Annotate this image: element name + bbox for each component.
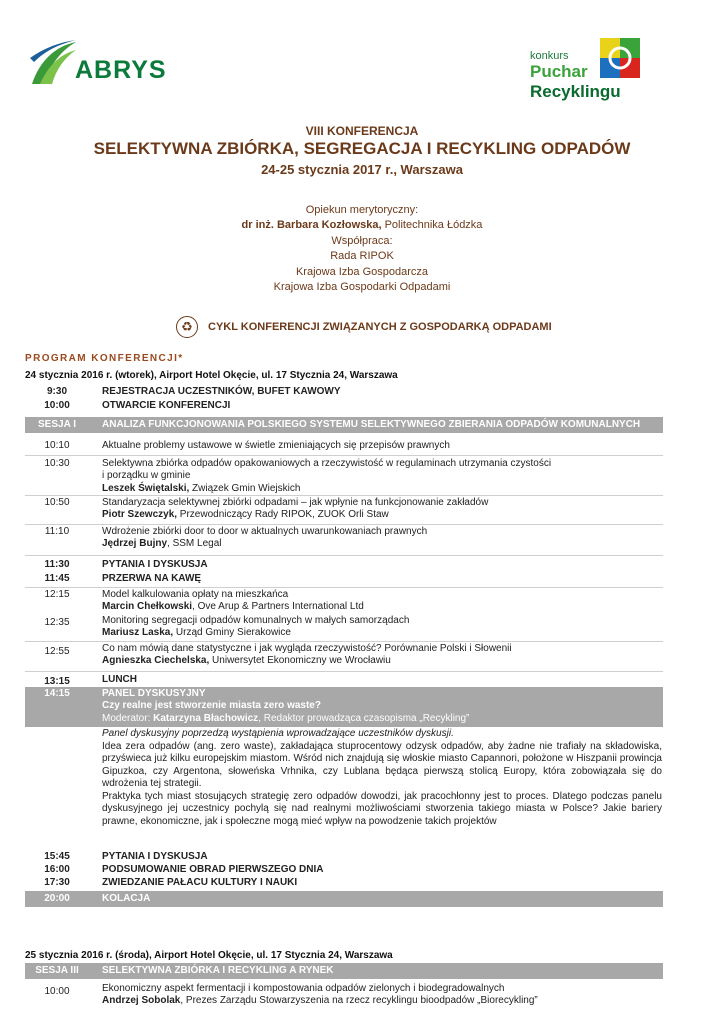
panel-description bbox=[102, 728, 662, 828]
cycle-text: CYKL KONFERENCJI ZWIĄZANYCH Z GOSPODARKĄ ODPADAMI bbox=[208, 321, 552, 333]
session-label: SESJA III bbox=[35, 965, 79, 976]
agenda-time: 11:10 bbox=[44, 526, 70, 537]
moderator-label: Moderator: bbox=[102, 712, 154, 724]
conference-title: SELEKTYWNA ZBIÓRKA, SEGREGACJA I RECYKLING ODPADÓW bbox=[93, 139, 631, 158]
speaker-org: , Ove Arup & Partners International Ltd bbox=[192, 601, 364, 613]
session-label: SESJA I bbox=[38, 419, 76, 430]
talk-title: Wdrożenie zbiórki door to door w aktualnych uwarunkowaniach prawnych bbox=[102, 526, 428, 537]
agenda-text: PYTANIA I DYSKUSJA bbox=[102, 559, 208, 570]
agenda-text: Aktualne problemy ustawowe w świetle zmieniających się przepisów prawnych bbox=[102, 440, 450, 451]
speaker-org: Związek Gmin Wiejskich bbox=[189, 482, 301, 494]
session-bar bbox=[25, 963, 663, 979]
agenda-time: 10:10 bbox=[44, 440, 70, 451]
agenda-text: LUNCH bbox=[102, 674, 137, 685]
agenda-text: PYTANIA I DYSKUSJA bbox=[102, 851, 208, 862]
panel-intro: Panel dyskusyjny poprzedzą wystąpienia wprowadzające uczestników dyskusji. bbox=[102, 728, 454, 739]
agenda-time: 17:30 bbox=[44, 877, 70, 888]
agenda-time: 9:30 bbox=[46, 386, 67, 397]
patron-person: dr inż. Barbara Kozłowska, bbox=[241, 219, 382, 232]
row-divider bbox=[25, 671, 663, 672]
agenda-time: 10:30 bbox=[44, 458, 70, 469]
agenda-time: 20:00 bbox=[44, 893, 70, 904]
conference-date: 24-25 stycznia 2017 r., Warszawa bbox=[261, 162, 463, 177]
patron-block bbox=[0, 203, 724, 295]
agenda-time: 13:15 bbox=[44, 676, 70, 687]
agenda-time: 12:55 bbox=[44, 646, 70, 657]
talk-title: Selektywna zbiórka odpadów opakowaniowych a rzeczywistość w regulaminach utrzymania czystości bbox=[102, 458, 552, 469]
conference-cycle-banner bbox=[176, 315, 552, 339]
agenda-time: 10:00 bbox=[44, 986, 70, 997]
cooperation-item: Rada RIPOK bbox=[330, 250, 394, 263]
row-divider bbox=[25, 495, 663, 496]
panel-question: Czy realne jest stworzenie miasta zero waste? bbox=[102, 700, 321, 712]
agenda-text bbox=[102, 983, 662, 1008]
agenda-text: PODSUMOWANIE OBRAD PIERWSZEGO DNIA bbox=[102, 864, 324, 875]
talk-title: Standaryzacja selektywnej zbiórki odpadami – jak wpłynie na funkcjonowanie zakładów bbox=[102, 497, 489, 508]
row-divider bbox=[25, 524, 663, 525]
puchar-recyklingu-logo bbox=[530, 34, 680, 104]
session-title: ANALIZA FUNKCJONOWANIA POLSKIEGO SYSTEMU SELEKTYWNEGO ZBIERANIA ODPADÓW KOMUNALNYCH bbox=[102, 419, 641, 430]
row-divider bbox=[25, 455, 663, 456]
agenda-text: REJESTRACJA UCZESTNIKÓW, BUFET KAWOWY bbox=[102, 386, 341, 397]
agenda-time: 15:45 bbox=[44, 851, 70, 862]
day2-heading: 25 stycznia 2016 r. (środa), Airport Hotel Okęcie, ul. 17 Stycznia 24, Warszawa bbox=[25, 950, 393, 961]
puchar-logo-line3: Recyklingu bbox=[530, 82, 621, 101]
agenda-time: 11:30 bbox=[44, 559, 70, 570]
agenda-time: 10:50 bbox=[44, 497, 70, 508]
agenda-time: 11:45 bbox=[44, 573, 70, 584]
panel-paragraph: Idea zera odpadów (ang. zero waste), zakładająca stuprocentowy odzysk odpadów, aby żadne nie trafiały na składowiska, przyświeca już kilku europejskim miastom. Wśród nich znajdują się włoskie miasto Capannori, położone w Hiszpanii prowincja Gipuzkoa, czy Argentona, słoweńska Vrhnika, czy Lublana będąca pierwszą stolicą Europy, która zobowiązała się do wdrożenia tej strategii. bbox=[102, 740, 662, 789]
agenda-time: 12:15 bbox=[44, 589, 70, 600]
speaker-org: , Prezes Zarządu Stowarzyszenia na rzecz recyklingu bioodpadów „Biorecykling” bbox=[180, 995, 538, 1007]
patron-institution: Politechnika Łódzka bbox=[381, 219, 483, 232]
recycling-cube-icon bbox=[596, 34, 644, 82]
cooperation-item: Krajowa Izba Gospodarcza bbox=[295, 265, 429, 278]
agenda-text: PRZERWA NA KAWĘ bbox=[102, 573, 202, 584]
talk-title: Ekonomiczny aspekt fermentacji i kompostowania odpadów zielonych i biodegradowalnych bbox=[102, 983, 505, 994]
talk-title: Monitoring segregacji odpadów komunalnych w małych samorządach bbox=[102, 615, 410, 626]
puchar-logo-line1: konkurs bbox=[530, 50, 569, 62]
speaker-name: Agnieszka Ciechelska, bbox=[102, 655, 210, 667]
speaker-name: Piotr Szewczyk, bbox=[102, 509, 178, 521]
conference-number: VIII KONFERENCJA bbox=[305, 124, 419, 138]
patron-line bbox=[0, 218, 724, 233]
speaker-org: Przewodniczący Rady RIPOK, ZUOK Orli Staw bbox=[177, 509, 389, 521]
moderator-name: Katarzyna Błachowicz bbox=[153, 712, 259, 724]
session-bar bbox=[25, 417, 663, 433]
agenda-text: OTWARCIE KONFERENCJI bbox=[102, 400, 231, 411]
panel-time: 14:15 bbox=[44, 688, 70, 699]
agenda-text bbox=[102, 526, 662, 551]
talk-title: Co nam mówią dane statystyczne i jak wygląda rzeczywistość? Porównanie Polski i Słowenii bbox=[102, 643, 512, 654]
agenda-time: 16:00 bbox=[44, 864, 70, 875]
speaker-name: Andrzej Sobolak bbox=[102, 995, 181, 1007]
agenda-text bbox=[102, 615, 662, 640]
agenda-text: KOLACJA bbox=[102, 893, 151, 904]
recycle-icon: ♻ bbox=[176, 316, 198, 338]
speaker-name: Leszek Świętalski, bbox=[102, 482, 190, 494]
panel-bar bbox=[25, 687, 663, 727]
row-divider bbox=[25, 587, 663, 588]
speaker-org: Urząd Gminy Sierakowice bbox=[173, 627, 291, 639]
agenda-text bbox=[102, 589, 662, 614]
speaker-name: Marcin Chełkowski bbox=[102, 601, 193, 613]
row-divider bbox=[25, 641, 663, 642]
session-bar bbox=[25, 891, 663, 907]
row-divider bbox=[25, 555, 663, 556]
abrys-swoosh-icon bbox=[30, 38, 78, 88]
abrys-logo bbox=[30, 38, 200, 88]
agenda-time: 12:35 bbox=[44, 617, 70, 628]
cooperation-item: Krajowa Izba Gospodarki Odpadami bbox=[273, 281, 451, 294]
program-heading: PROGRAM KONFERENCJI* bbox=[25, 353, 184, 364]
moderator-org: , Redaktor prowadząca czasopisma „Recykling” bbox=[258, 712, 470, 724]
agenda-text bbox=[102, 643, 662, 668]
abrys-wordmark: ABRYS bbox=[75, 56, 167, 84]
panel-text bbox=[102, 688, 662, 725]
cooperation-label: Współpraca: bbox=[331, 234, 393, 247]
agenda-time: 10:00 bbox=[44, 400, 70, 411]
talk-title-cont: i porządku w gminie bbox=[102, 470, 191, 482]
panel-paragraph: Praktyka tych miast stosujących strategię zero odpadów dowodzi, jak pracochłonny jest to proces. Dlatego podczas panelu dyskusyjnego jej uczestnicy pochylą się nad realnymi możliwościami stworzenia takiego miasta w Polsce? Jakie bariery prawne, ekonomiczne, jak i społeczne mogą mieć wpływ na powodzenie takich projektów bbox=[102, 790, 662, 827]
agenda-text bbox=[102, 497, 662, 522]
session-title: SELEKTYWNA ZBIÓRKA I RECYKLING A RYNEK bbox=[102, 965, 334, 976]
patron-label: Opiekun merytoryczny: bbox=[305, 204, 419, 216]
panel-title: PANEL DYSKUSYJNY bbox=[102, 688, 206, 699]
speaker-name: Jędrzej Bujny bbox=[102, 538, 168, 550]
talk-title: Model kalkulowania opłaty na mieszkańca bbox=[102, 589, 289, 600]
puchar-logo-line2: Puchar bbox=[530, 62, 588, 81]
agenda-text bbox=[102, 458, 662, 495]
speaker-org: , SSM Legal bbox=[167, 538, 222, 550]
speaker-name: Mariusz Laska, bbox=[102, 627, 174, 639]
agenda-text: ZWIEDZANIE PAŁACU KULTURY I NAUKI bbox=[102, 877, 298, 888]
speaker-org: Uniwersytet Ekonomiczny we Wrocławiu bbox=[209, 655, 391, 667]
day1-heading: 24 stycznia 2016 r. (wtorek), Airport Hotel Okęcie, ul. 17 Stycznia 24, Warszawa bbox=[25, 370, 398, 381]
